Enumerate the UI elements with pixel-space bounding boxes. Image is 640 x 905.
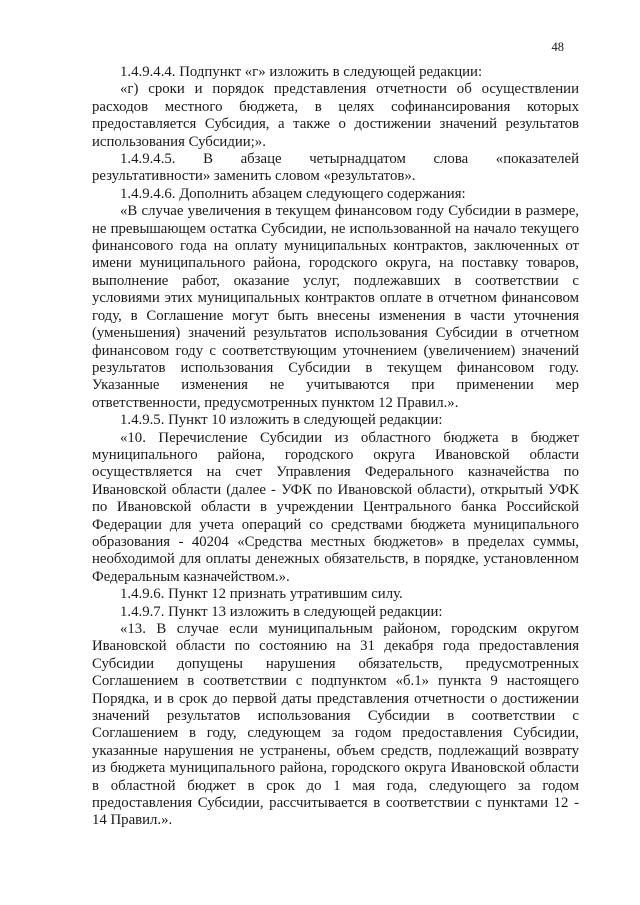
page-number: 48: [551, 40, 564, 54]
paragraph-1-4-9-4-5: 1.4.9.4.5. В абзаце четырнадцатом слова «показателей результативности» заменить словом «результатов».: [92, 151, 579, 185]
paragraph-item-13-text: «13. В случае если муниципальным районом, городским округом Ивановской области по состоянию на 31 декабря года предоставления Субсидии допущены нарушения обязательств, предусмотренных Соглашением в соответствии с подпунктом «б.1» пункта 9 настоящего Порядка, и в срок до первой даты представления отчетности о достижении значений результатов использования Субсидии в соответствии с Соглашением в году, следующем за годом предоставления Субсидии, указанные нарушения не устранены, объем средств, подлежащий возврату из бюджета муниципального района, городского округа Ивановской области в областной бюджет в срок до 1 мая года, следующего за годом предоставления Субсидии, рассчитывается в соответствии с пунктами 12 - 14 Правил.».: [92, 621, 579, 829]
paragraph-1-4-9-7: 1.4.9.7. Пункт 13 изложить в следующей редакции:: [120, 603, 443, 620]
paragraph-item-10-text: «10. Перечисление Субсидии из областного бюджета в бюджет муниципального района, городского округа Ивановской области осуществляется на счет Управления Федерального казначейства по Ивановской области (далее - УФК по Ивановской области), открытый УФК по Ивановской области в учреждении Центрального банка Российской Федерации для учета операций со средствами бюджета муниципального образования - 40204 «Средства местных бюджетов» в пределах суммы, необходимой для оплаты денежных обязательств, в порядке, установленном Федеральным казначейством.».: [92, 429, 579, 585]
paragraph-1-4-9-5: 1.4.9.5. Пункт 10 изложить в следующей редакции:: [120, 412, 443, 429]
document-body: [92, 64, 579, 830]
paragraph-1-4-9-6: 1.4.9.6. Пункт 12 признать утратившим силу.: [120, 586, 403, 603]
paragraph-1-4-9-4-6: 1.4.9.4.6. Дополнить абзацем следующего содержания:: [120, 185, 466, 202]
paragraph-1-4-9-4-4: 1.4.9.4.4. Подпункт «г» изложить в следующей редакции:: [120, 64, 483, 80]
paragraph-subitem-g-text: «г) сроки и порядок представления отчетности об осуществлении расходов местного бюджета, в целях софинансирования которых предоставляется Субсидия, а также о достижении значений результатов использования Субсидии;».: [92, 81, 579, 150]
paragraph-subsidy-increase-text: «В случае увеличения в текущем финансовом году Субсидии в размере, не превышающем остатка Субсидии, не использованной на начало текущего финансового года на оплату муниципальных контрактов, заключенных от имени муниципального района, городского округа, на поставку товаров, выполнение работ, оказание услуг, подлежавших в соответствии с условиями этих муниципальных контрактов оплате в отчетном финансовом году, в Соглашение могут быть внесены изменения в части уточнения (уменьшения) значений результатов использования Субсидии в отчетном финансовом году с соответствующим уточнением (увеличением) значений результатов использования Субсидии в текущем финансовом году. Указанные изменения не учитываются при применении мер ответственности, предусмотренных пунктом 12 Правил.».: [92, 203, 579, 411]
